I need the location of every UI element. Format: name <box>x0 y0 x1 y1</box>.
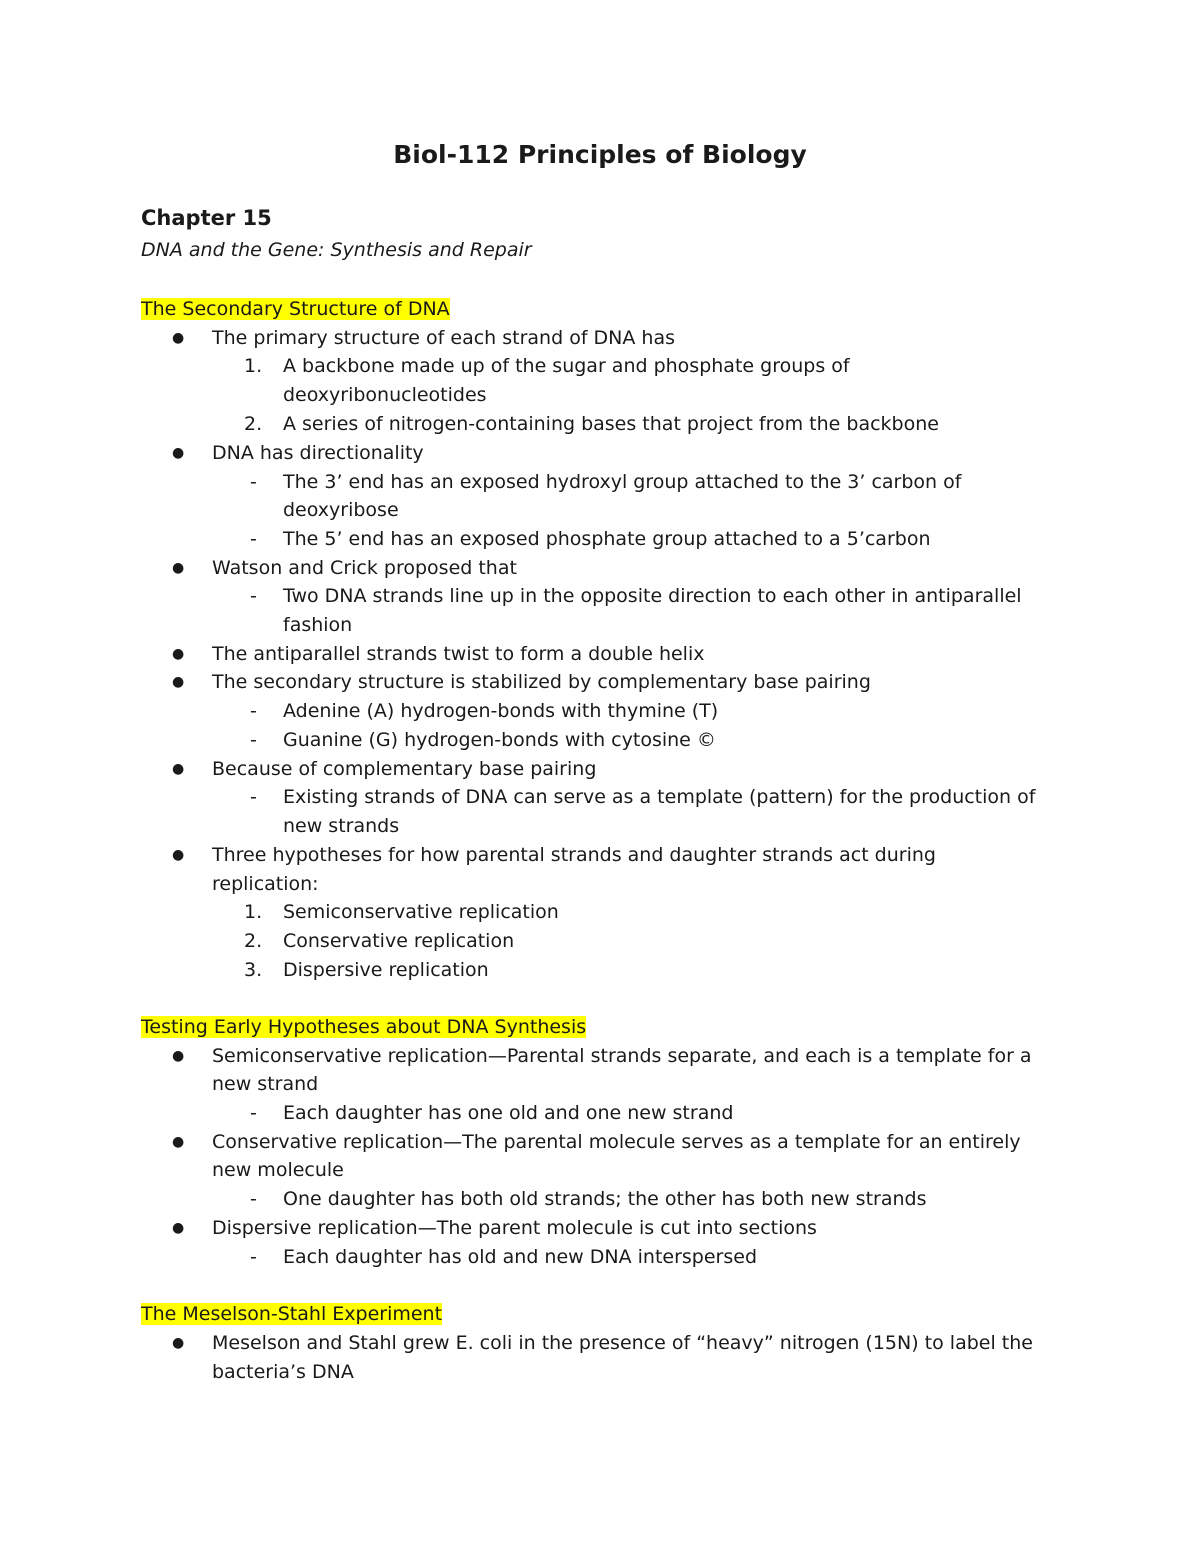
bullet-marker: ● <box>172 1335 185 1351</box>
list-item: Each daughter has old and new DNA interspersed <box>283 1246 757 1268</box>
list-item: The secondary structure is stabilized by complementary base pairing <box>212 671 871 693</box>
dash-marker: - <box>250 1102 257 1124</box>
number-marker: 1. <box>244 355 263 377</box>
list-item-continuation: fashion <box>283 614 353 636</box>
dash-marker: - <box>250 700 257 722</box>
list-item-continuation: replication: <box>212 873 319 895</box>
dash-marker: - <box>250 1246 257 1268</box>
list-item: Two DNA strands line up in the opposite direction to each other in antiparallel <box>283 585 1022 607</box>
list-item: Because of complementary base pairing <box>212 758 597 780</box>
bullet-marker: ● <box>172 1048 185 1064</box>
list-item-continuation: new molecule <box>212 1159 344 1181</box>
chapter-heading: Chapter 15 <box>141 206 272 230</box>
list-item: One daughter has both old strands; the other has both new strands <box>283 1188 927 1210</box>
chapter-subtitle: DNA and the Gene: Synthesis and Repair <box>141 239 532 261</box>
list-item-continuation: deoxyribose <box>283 499 399 521</box>
list-item: Existing strands of DNA can serve as a template (pattern) for the production of <box>283 786 1036 808</box>
bullet-marker: ● <box>172 847 185 863</box>
section-heading: Testing Early Hypotheses about DNA Synthesis <box>141 1016 587 1038</box>
bullet-marker: ● <box>172 674 185 690</box>
dash-marker: - <box>250 1188 257 1210</box>
list-item: Each daughter has one old and one new strand <box>283 1102 734 1124</box>
list-item: A series of nitrogen-containing bases that project from the backbone <box>283 413 939 435</box>
list-item: A backbone made up of the sugar and phosphate groups of <box>283 355 850 377</box>
list-item: Three hypotheses for how parental strands and daughter strands act during <box>212 844 936 866</box>
list-item: The antiparallel strands twist to form a double helix <box>212 643 705 665</box>
list-item: Dispersive replication—The parent molecule is cut into sections <box>212 1217 817 1239</box>
list-item-continuation: new strand <box>212 1073 319 1095</box>
document-title: Biol-112 Principles of Biology <box>393 140 807 169</box>
list-item: The 3’ end has an exposed hydroxyl group attached to the 3’ carbon of <box>283 471 962 493</box>
list-item: Semiconservative replication—Parental strands separate, and each is a template for a <box>212 1045 1032 1067</box>
list-item-continuation: deoxyribonucleotides <box>283 384 487 406</box>
section-heading: The Meselson-Stahl Experiment <box>141 1303 443 1325</box>
section-heading: The Secondary Structure of DNA <box>141 298 450 320</box>
bullet-marker: ● <box>172 761 185 777</box>
bullet-marker: ● <box>172 560 185 576</box>
number-marker: 2. <box>244 413 263 435</box>
list-item: Guanine (G) hydrogen-bonds with cytosine © <box>283 729 716 751</box>
bullet-marker: ● <box>172 646 185 662</box>
number-marker: 1. <box>244 901 263 923</box>
dash-marker: - <box>250 786 257 808</box>
list-item-continuation: new strands <box>283 815 400 837</box>
list-item: Semiconservative replication <box>283 901 559 923</box>
dash-marker: - <box>250 585 257 607</box>
bullet-marker: ● <box>172 330 185 346</box>
bullet-marker: ● <box>172 1134 185 1150</box>
list-item: Watson and Crick proposed that <box>212 557 517 579</box>
list-item: Conservative replication—The parental molecule serves as a template for an entirely <box>212 1131 1021 1153</box>
bullet-marker: ● <box>172 445 185 461</box>
dash-marker: - <box>250 528 257 550</box>
number-marker: 3. <box>244 959 263 981</box>
list-item: The primary structure of each strand of DNA has <box>212 327 676 349</box>
dash-marker: - <box>250 471 257 493</box>
list-item: Conservative replication <box>283 930 515 952</box>
number-marker: 2. <box>244 930 263 952</box>
dash-marker: - <box>250 729 257 751</box>
list-item: DNA has directionality <box>212 442 424 464</box>
list-item: The 5’ end has an exposed phosphate group attached to a 5’carbon <box>283 528 931 550</box>
list-item: Dispersive replication <box>283 959 489 981</box>
list-item: Adenine (A) hydrogen-bonds with thymine (T) <box>283 700 719 722</box>
list-item: Meselson and Stahl grew E. coli in the presence of “heavy” nitrogen (15N) to label the <box>212 1332 1033 1354</box>
list-item-continuation: bacteria’s DNA <box>212 1361 354 1383</box>
bullet-marker: ● <box>172 1220 185 1236</box>
